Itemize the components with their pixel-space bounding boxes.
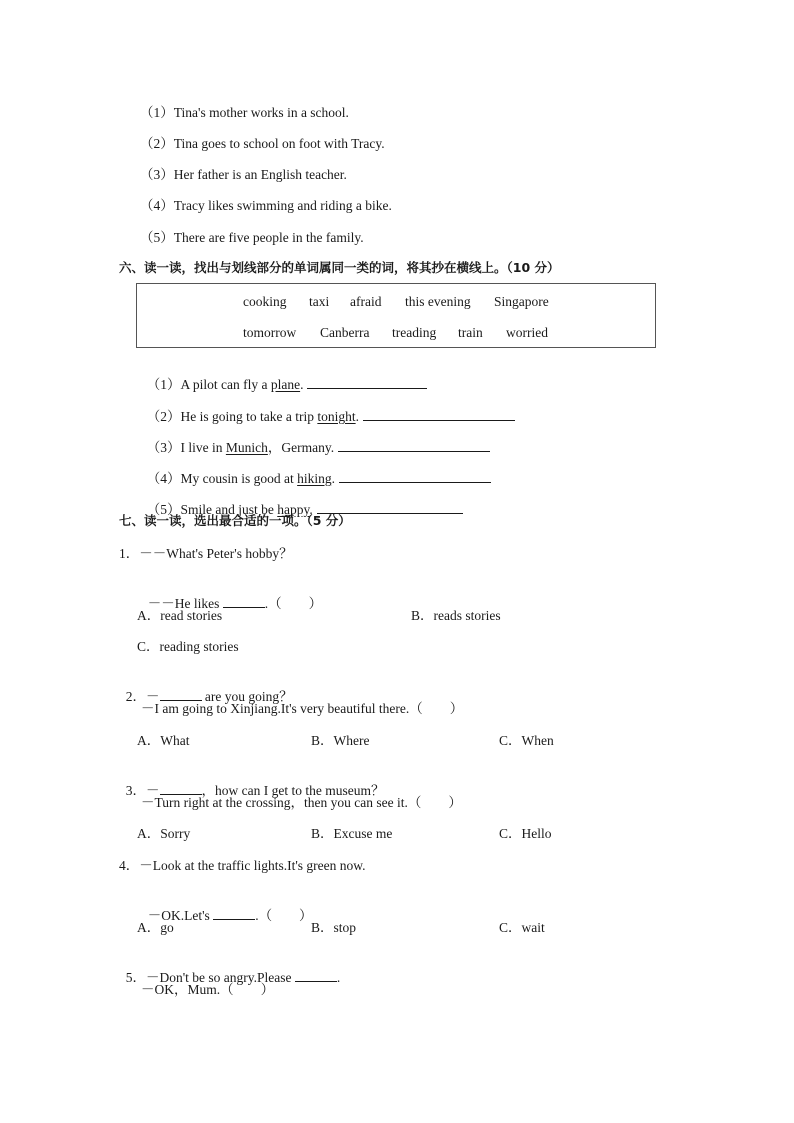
fill-item-text: （1）A pilot can fly a: [146, 377, 271, 392]
fill-item-text: （5）Smile and just be: [146, 502, 278, 517]
response-text: .（ ）: [264, 596, 323, 611]
question-2-option-c[interactable]: C．When: [499, 733, 554, 748]
statement-1: （1）Tina's mother works in a school.: [140, 105, 349, 120]
prompt-text: 3．－: [125, 783, 160, 798]
question-3-response: －Turn right at the crossing，then you can see it.（ ）: [141, 795, 462, 810]
prompt-text: 2．－: [125, 689, 160, 704]
question-5-response: －OK，Mum.（ ）: [141, 982, 275, 997]
question-2-option-b[interactable]: B．Where: [311, 733, 370, 748]
fill-item-text: ，Germany.: [267, 440, 335, 455]
question-3-option-b[interactable]: B．Excuse me: [311, 826, 393, 841]
fill-item-text: （3）I live in: [146, 440, 226, 455]
section-7-heading: 七、读一读，选出最合适的一项。（5 分）: [119, 513, 351, 528]
word-bank-item: treading: [392, 325, 437, 340]
word-bank-item: taxi: [309, 294, 330, 309]
question-1-option-c[interactable]: C．reading stories: [137, 639, 239, 654]
word-bank-item: worried: [506, 325, 548, 340]
word-bank-item: Canberra: [320, 325, 370, 340]
answer-blank[interactable]: [363, 407, 515, 421]
response-text: －OK.Let's: [147, 908, 214, 923]
question-1-option-a[interactable]: A．read stories: [137, 608, 223, 623]
fill-item-text: .: [300, 377, 304, 392]
fill-item-text: （4）My cousin is good at: [146, 471, 298, 486]
question-3-option-a[interactable]: A．Sorry: [137, 826, 191, 841]
answer-blank[interactable]: [339, 469, 491, 483]
question-1-option-b[interactable]: B．reads stories: [411, 608, 501, 623]
word-bank-box: [136, 283, 656, 348]
word-bank-item: tomorrow: [243, 325, 297, 340]
answer-blank[interactable]: [160, 687, 202, 701]
answer-blank[interactable]: [338, 438, 490, 452]
section-6-heading: 六、读一读，找出与划线部分的单词属同一类的词，将其抄在横线上。（10 分）: [119, 260, 560, 275]
word-bank-item: afraid: [350, 294, 382, 309]
statement-2: （2）Tina goes to school on foot with Tracy.: [140, 136, 385, 151]
answer-blank[interactable]: [160, 781, 202, 795]
underlined-word: hiking: [297, 471, 332, 486]
answer-blank[interactable]: [307, 375, 427, 389]
statement-3: （3）Her father is an English teacher.: [140, 167, 347, 182]
question-4-option-a[interactable]: A．go: [137, 920, 174, 935]
statement-4: （4）Tracy likes swimming and riding a bike.: [140, 198, 392, 213]
statement-5: （5）There are five people in the family.: [140, 230, 364, 245]
question-2-option-a[interactable]: A．What: [137, 733, 190, 748]
underlined-word: plane: [270, 377, 301, 392]
prompt-text: 5．－Don't be so angry.Please: [125, 970, 295, 985]
underlined-word: happy: [277, 502, 310, 517]
response-text: .（ ）: [255, 908, 313, 923]
question-4-prompt: 4．－Look at the traffic lights.It's green now.: [119, 858, 366, 873]
prompt-text: are you going？: [201, 689, 293, 704]
prompt-text: ，how can I get to the museum？: [201, 783, 385, 798]
question-4-option-b[interactable]: B．stop: [311, 920, 357, 935]
question-1-prompt: 1．－－What's Peter's hobby？: [119, 546, 293, 561]
question-3-option-c[interactable]: C．Hello: [499, 826, 552, 841]
underlined-word: tonight: [317, 409, 356, 424]
fill-item-text: .: [355, 409, 359, 424]
word-bank-item: this evening: [405, 294, 471, 309]
prompt-text: .: [336, 970, 341, 985]
question-4-option-c[interactable]: C．wait: [499, 920, 545, 935]
answer-blank[interactable]: [295, 968, 337, 982]
response-text: －－He likes: [147, 596, 223, 611]
word-bank-item: Singapore: [494, 294, 549, 309]
answer-blank[interactable]: [213, 906, 255, 920]
underlined-word: Munich: [225, 440, 268, 455]
word-bank-item: train: [458, 325, 483, 340]
word-bank-item: cooking: [243, 294, 287, 309]
fill-item-text: （2）He is going to take a trip: [146, 409, 318, 424]
fill-item-text: .: [331, 471, 336, 486]
question-2-response: －I am going to Xinjiang.It's very beautiful there.（ ）: [141, 701, 464, 716]
fill-item-text: .: [309, 502, 313, 517]
answer-blank[interactable]: [223, 594, 265, 608]
